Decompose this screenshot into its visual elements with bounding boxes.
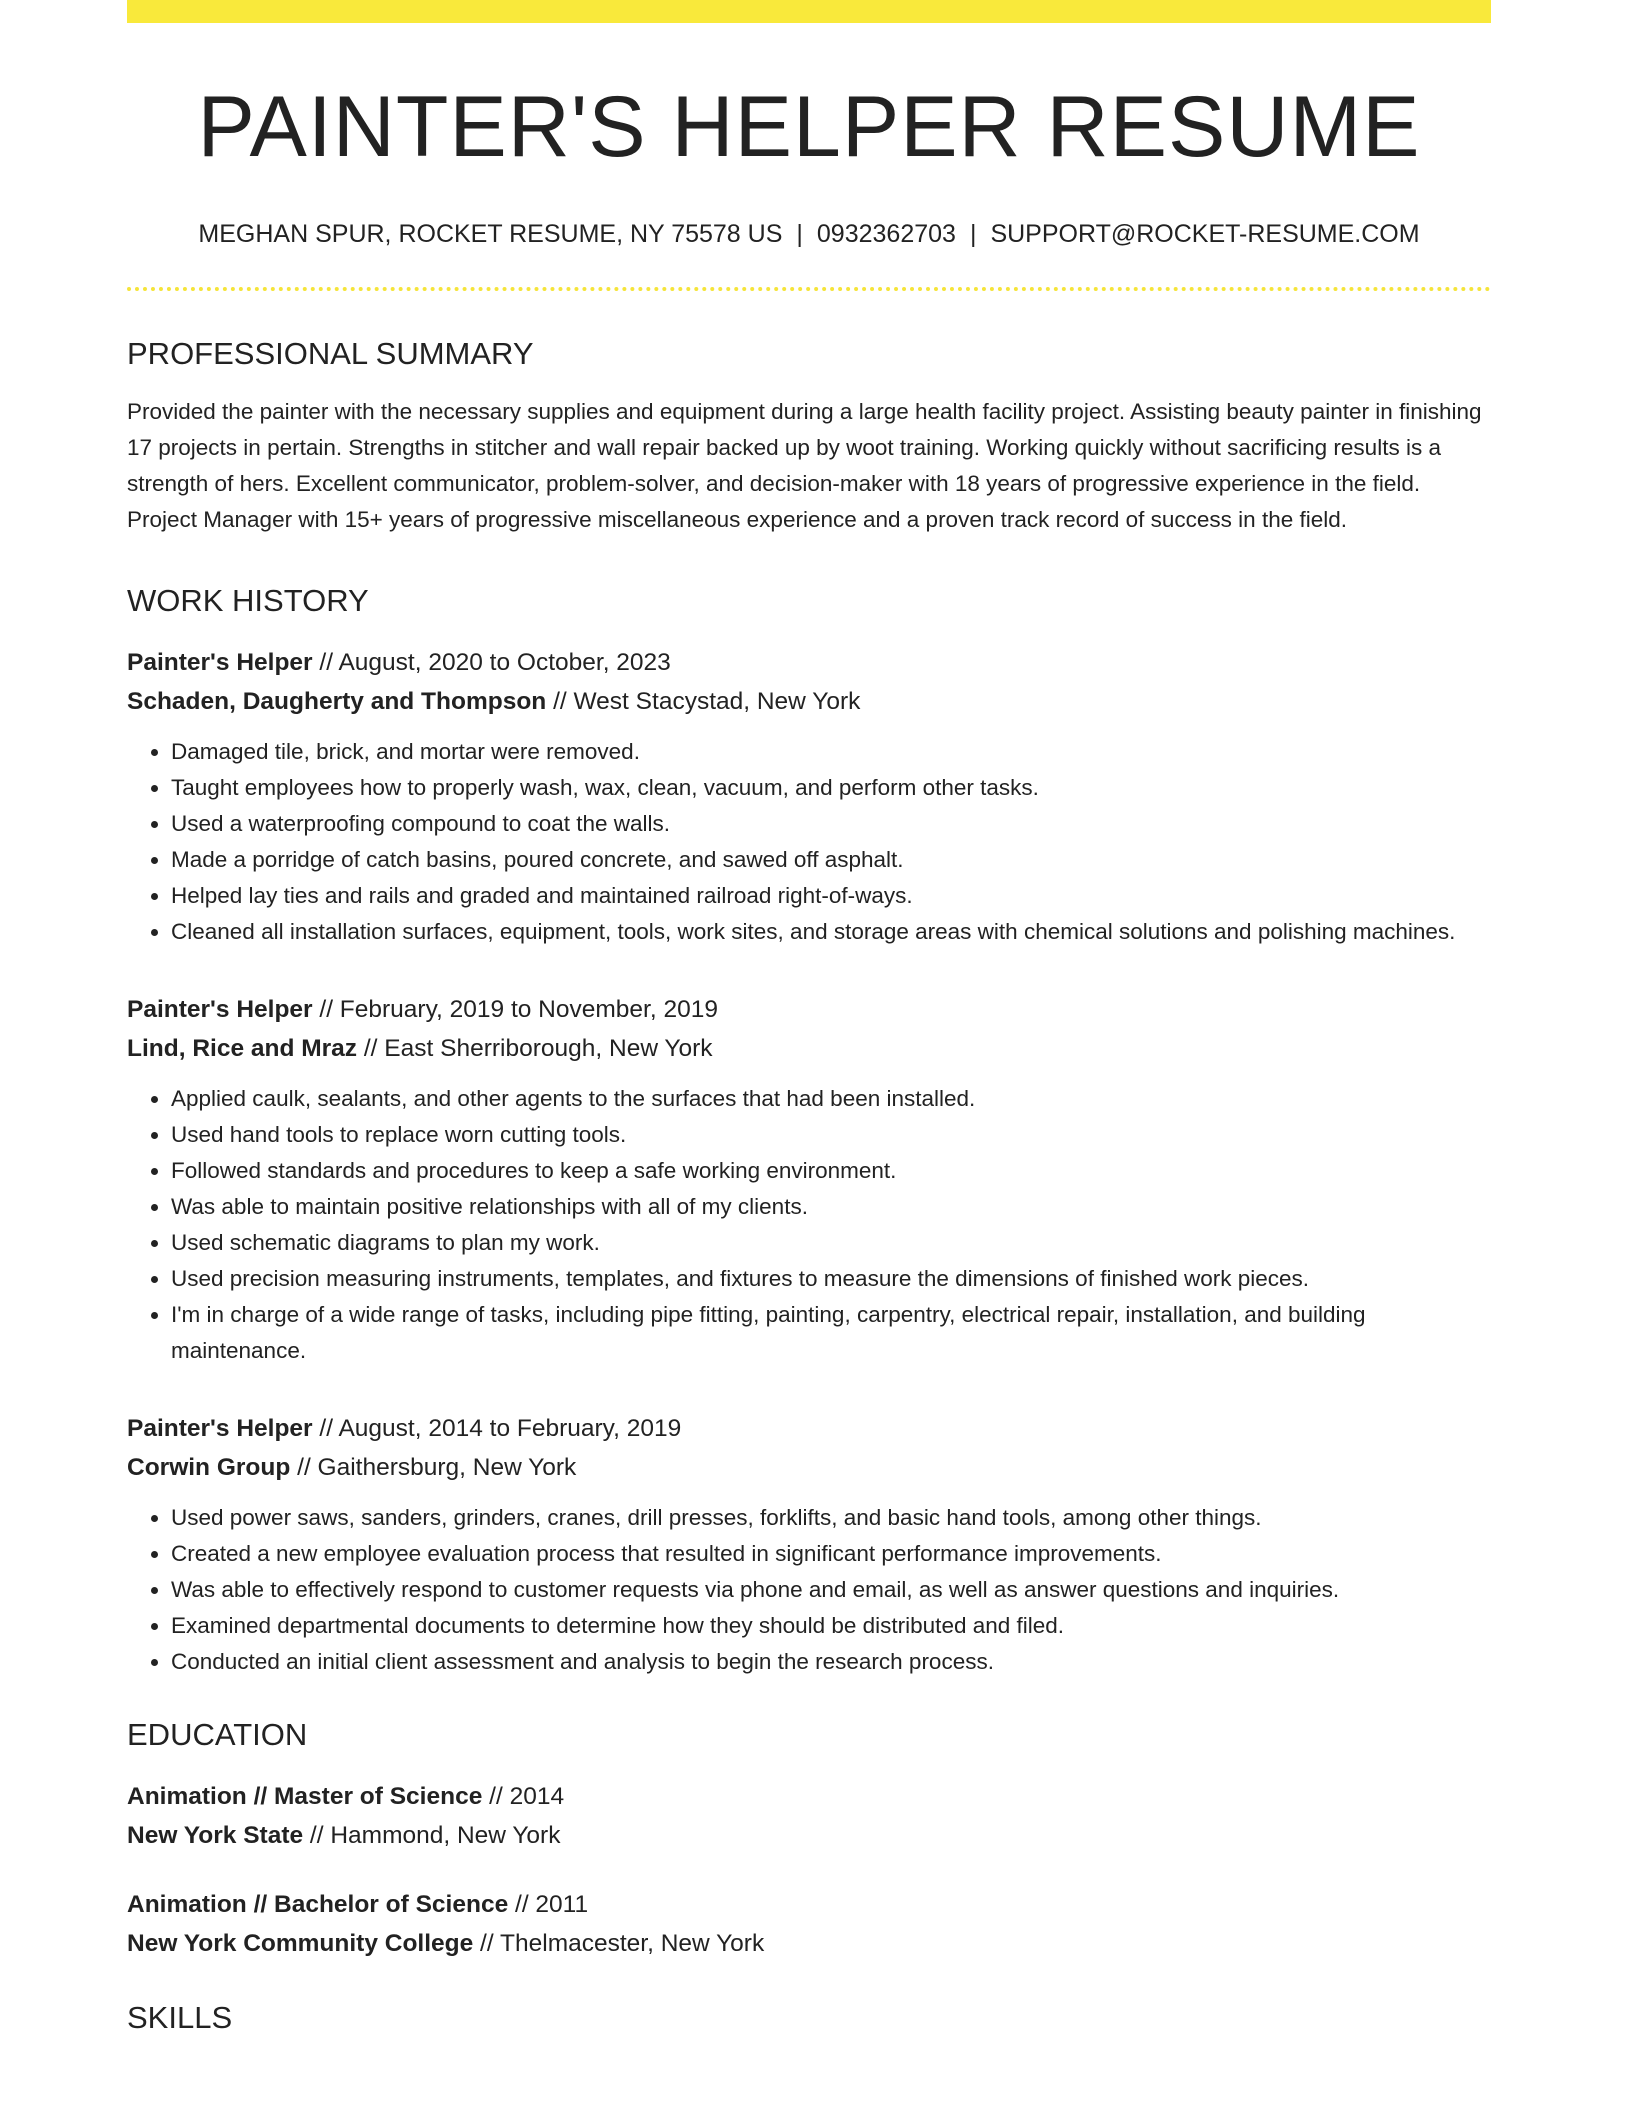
contact-phone: 0932362703 <box>816 219 956 248</box>
education-school-line <box>127 1816 1491 1855</box>
job-dates: // February, 2019 to November, 2019 <box>312 995 718 1023</box>
list-item: • Used power saws, sanders, grinders, cranes, drill presses, forklifts, and basic hand tools, among other things. <box>171 1500 1491 1536</box>
job-bullets <box>127 1081 1491 1369</box>
job-company: Lind, Rice and Mraz <box>127 1034 358 1062</box>
job-bullets <box>127 1500 1491 1680</box>
dotted-divider <box>127 287 1491 291</box>
summary-text: Provided the painter with the necessary supplies and equipment during a large health facility project. Assisting beauty painter in finishing 17 projects in pertain. Strengths in stitcher and wall repair backed up by woot training. Working quickly without sacrificing results is a strength of hers. Excellent communicator, problem-solver, and decision-maker with 18 years of progressive experience in the field. Project Manager with 15+ years of progressive miscellaneous experience and a proven track record of success in the field. <box>127 398 1482 532</box>
job-title: Painter's Helper <box>127 995 313 1023</box>
list-item: • Used hand tools to replace worn cutting tools. <box>171 1117 1491 1153</box>
education-school-line <box>127 1924 1491 1963</box>
education-year: // 2011 <box>508 1891 589 1919</box>
job-dates: // August, 2014 to February, 2019 <box>312 1414 682 1442</box>
education-degree-line <box>127 1885 1491 1924</box>
list-item: • Used schematic diagrams to plan my work. <box>171 1225 1491 1261</box>
job-bullets <box>127 734 1491 950</box>
education-heading: EDUCATION <box>127 1716 308 1752</box>
job-title: Painter's Helper <box>127 1414 313 1442</box>
job-company: Schaden, Daugherty and Thompson <box>127 687 547 715</box>
job-dates: // August, 2020 to October, 2023 <box>312 648 671 676</box>
education-school: New York State <box>127 1822 304 1850</box>
education-year: // 2014 <box>482 1783 565 1811</box>
education-school: New York Community College <box>127 1930 474 1958</box>
job-company-line <box>127 1448 1491 1487</box>
page-title: PAINTER'S HELPER RESUME <box>197 79 1421 175</box>
list-item: • Cleaned all installation surfaces, equipment, tools, work sites, and storage areas with chemical solutions and polishing machines. <box>171 914 1491 950</box>
contact-email: SUPPORT@ROCKET-RESUME.COM <box>990 219 1420 248</box>
job-entry <box>127 1409 1491 1680</box>
job-entry <box>127 990 1491 1369</box>
job-company-line <box>127 682 1491 721</box>
list-item: • Taught employees how to properly wash, wax, clean, vacuum, and perform other tasks. <box>171 770 1491 806</box>
list-item: • Followed standards and procedures to keep a safe working environment. <box>171 1153 1491 1189</box>
education-entry <box>127 1777 1491 1855</box>
job-location: // Gaithersburg, New York <box>290 1453 577 1481</box>
list-item: • Was able to maintain positive relationships with all of my clients. <box>171 1189 1491 1225</box>
list-item: • Used precision measuring instruments, templates, and fixtures to measure the dimensions of finished work pieces. <box>171 1261 1491 1297</box>
education-degree: Animation // Bachelor of Science <box>127 1891 509 1919</box>
list-item: • Used a waterproofing compound to coat the walls. <box>171 806 1491 842</box>
job-company-line <box>127 1029 1491 1068</box>
education-degree-line <box>127 1777 1491 1816</box>
job-location: // East Sherriborough, New York <box>357 1034 713 1062</box>
top-accent-bar <box>127 0 1491 23</box>
work-history-heading: WORK HISTORY <box>127 582 369 618</box>
skills-heading: SKILLS <box>127 2000 233 2036</box>
job-title-line <box>127 990 1491 1029</box>
job-title: Painter's Helper <box>127 648 313 676</box>
summary-heading: PROFESSIONAL SUMMARY <box>127 335 534 371</box>
contact-line <box>127 219 1491 249</box>
job-title-line <box>127 643 1491 682</box>
list-item: • Examined departmental documents to determine how they should be distributed and filed. <box>171 1608 1491 1644</box>
job-title-line <box>127 1409 1491 1448</box>
contact-address: MEGHAN SPUR, ROCKET RESUME, NY 75578 US <box>198 219 783 248</box>
list-item: • Applied caulk, sealants, and other agents to the surfaces that had been installed. <box>171 1081 1491 1117</box>
education-location: // Hammond, New York <box>303 1822 561 1850</box>
education-location: // Thelmacester, New York <box>473 1930 765 1958</box>
list-item: • Made a porridge of catch basins, poured concrete, and sawed off asphalt. <box>171 842 1491 878</box>
contact-separator: | <box>969 219 977 248</box>
job-entry <box>127 643 1491 950</box>
list-item: • I'm in charge of a wide range of tasks, including pipe fitting, painting, carpentry, electrical repair, installation, and building maintenance. <box>171 1297 1491 1369</box>
list-item: • Created a new employee evaluation process that resulted in significant performance improvements. <box>171 1536 1491 1572</box>
job-location: // West Stacystad, New York <box>546 687 861 715</box>
job-company: Corwin Group <box>127 1453 291 1481</box>
list-item: • Conducted an initial client assessment and analysis to begin the research process. <box>171 1644 1491 1680</box>
resume-page <box>127 0 1491 2036</box>
list-item: • Damaged tile, brick, and mortar were removed. <box>171 734 1491 770</box>
list-item: • Helped lay ties and rails and graded and maintained railroad right-of-ways. <box>171 878 1491 914</box>
education-entry <box>127 1885 1491 1963</box>
list-item: • Was able to effectively respond to customer requests via phone and email, as well as answer questions and inquiries. <box>171 1572 1491 1608</box>
education-degree: Animation // Master of Science <box>127 1783 483 1811</box>
contact-separator: | <box>796 219 803 248</box>
